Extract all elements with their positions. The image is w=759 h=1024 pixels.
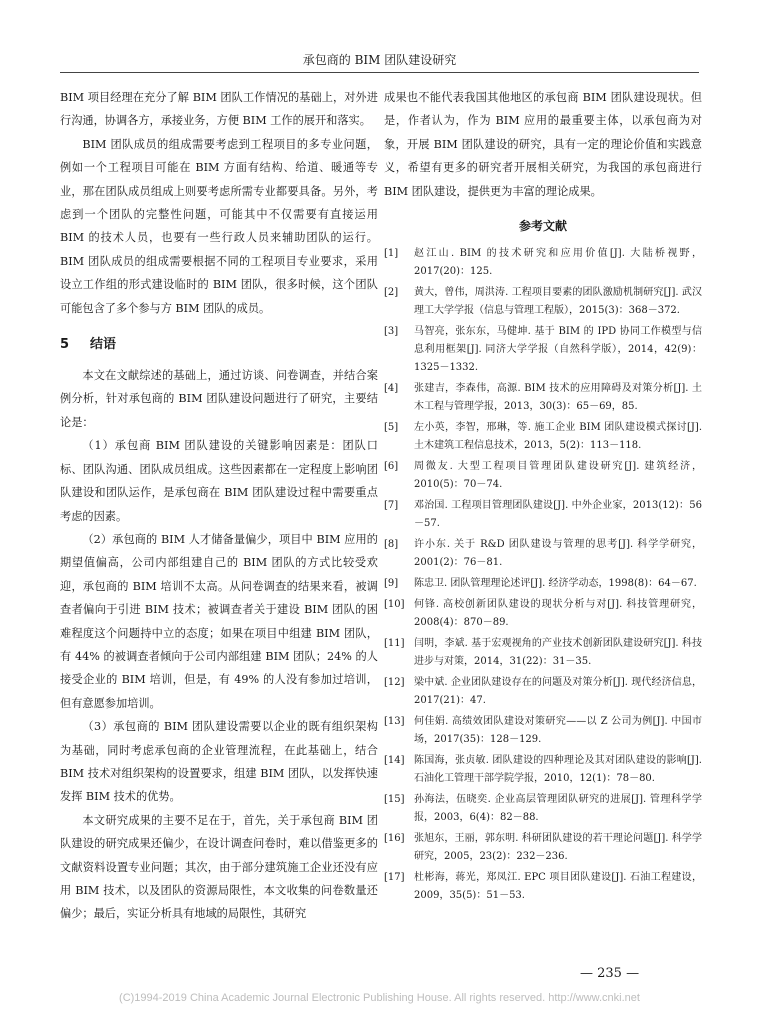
reference-text: 张建吉，李森伟，高源. BIM 技术的应用障碍及对策分析[J]. 土木工程与管理学报，2013，30(3)：65－69，85.	[414, 383, 702, 413]
paragraph: （2）承包商的 BIM 人才储备量偏少，项目中 BIM 应用的期望值偏高，公司内部组建自己的 BIM 团队的方式比较受欢迎，承包商的 BIM 培训不太高。从问卷调查的结果来看，被调查者偏向于引进 BIM 技术；被调查者关于建设 BIM 团队的困难程度这个问题持中立的态度；如果在项目中组建 BIM 团队，有 44% 的被调查者倾向于公司内部组建 BIM 团队；24% 的人接受企业的 BIM 培训，但是，有 49% 的人没有参加过培训，但有意愿参加培训。	[60, 532, 378, 710]
reference-item	[384, 752, 702, 788]
reference-text: 周微友. 大型工程项目管理团队建设研究[J]. 建筑经济，2010(5)：70－74.	[414, 461, 702, 491]
reference-number: [3]	[384, 326, 399, 338]
reference-item	[384, 713, 702, 749]
reference-text: 许小东. 关于 R&D 团队建设与管理的思考[J]. 科学学研究，2001(2)：76－81.	[414, 539, 702, 569]
reference-item	[384, 284, 702, 320]
reference-text: 陈忠卫. 团队管理理论述评[J]. 经济学动态，1998(8)：64－67.	[414, 578, 697, 590]
reference-number: [7]	[384, 500, 399, 512]
paragraph: 本文在文献综述的基础上，通过访谈、问卷调查，并结合案例分析，针对承包商的 BIM 团队建设问题进行了研究，主要结论是：	[60, 369, 378, 429]
reference-item	[384, 635, 702, 671]
reference-number: [11]	[384, 638, 405, 650]
reference-text: 赵江山. BIM 的技术研究和应用价值[J]. 大陆桥视野，2017(20)：125.	[414, 248, 702, 278]
reference-text: 何锋. 高校创新团队建设的现状分析与对[J]. 科技管理研究，2008(4)：870－89.	[414, 599, 702, 629]
reference-item	[384, 830, 702, 866]
reference-text: 黄大，曾伟，周洪涛. 工程项目要素的团队激励机制研究[J]. 武汉理工大学学报（信息与管理工程版），2015(3)：368－372.	[414, 287, 702, 317]
reference-item	[384, 323, 702, 377]
reference-text: 杜彬海，蒋光，郑凤江. EPC 项目团队建设[J]. 石油工程建设，2009，35(5)：51－53.	[414, 872, 702, 902]
reference-number: [8]	[384, 539, 399, 551]
reference-number: [2]	[384, 287, 399, 299]
reference-number: [12]	[384, 677, 405, 689]
section-title: 结语	[90, 337, 117, 353]
references-heading: 参考文献	[518, 219, 567, 234]
reference-text: 邓治国. 工程项目管理团队建设[J]. 中外企业家，2013(12)：56－57.	[414, 500, 702, 530]
reference-number: [13]	[384, 716, 405, 728]
right-column	[384, 86, 702, 908]
reference-text: 闫明，李斌. 基于宏观视角的产业技术创新团队建设研究[J]. 科技进步与对策，2014，31(22)：31－35.	[414, 638, 702, 668]
paragraph: 成果也不能代表我国其他地区的承包商 BIM 团队建设现状。但是，作者认为，作为 BIM 应用的最重要主体，以承包商为对象，开展 BIM 团队建设的研究，具有一定的理论价值和实践意义，希望有更多的研究者开展相关研究，为我国的承包商进行 BIM 团队建设，提供更为丰富的理论成果。	[384, 91, 702, 198]
reference-text: 孙海法，伍晓奕. 企业高层管理团队研究的进展[J]. 管理科学学报，2003，6(4)：82－88.	[414, 794, 702, 824]
reference-number: [4]	[384, 383, 399, 395]
reference-item	[384, 791, 702, 827]
reference-number: [15]	[384, 794, 405, 806]
reference-item	[384, 869, 702, 905]
reference-number: [16]	[384, 833, 405, 845]
reference-text: 梁中斌. 企业团队建设存在的问题及对策分析[J]. 现代经济信息，2017(21)：47.	[414, 677, 702, 707]
section-number: 5	[60, 337, 70, 353]
reference-number: [14]	[384, 755, 405, 767]
reference-item	[384, 245, 702, 281]
reference-text: 张旭东，王丽，郭东明. 科研团队建设的若干理论问题[J]. 科学学研究，2005，23(2)：232－236.	[414, 833, 702, 863]
reference-number: [17]	[384, 872, 405, 884]
reference-item	[384, 536, 702, 572]
reference-item	[384, 380, 702, 416]
reference-item	[384, 497, 702, 533]
reference-number: [6]	[384, 461, 399, 473]
reference-text: 陈国海，张贞敏. 团队建设的四种理论及其对团队建设的影响[J]. 石油化工管理干部学院学报，2010，12(1)：78－80.	[414, 755, 702, 785]
paragraph: BIM 项目经理在充分了解 BIM 团队工作情况的基础上，对外进行沟通，协调各方，承接业务，方便 BIM 工作的展开和落实。	[60, 91, 378, 128]
paragraph: BIM 团队成员的组成需要考虑到工程项目的多专业问题，例如一个工程项目可能在 BIM 方面有结构、给道、暖通等专业，那在团队成员组成上则要考虑所需专业都要具备。另外，考虑到一个团队的完整性问题，可能其中不仅需要有直接运用 BIM 的技术人员，也要有一些行政人员来辅助团队的运行。BIM 团队成员的组成需要根据不同的工程项目专业要求，采用设立工作组的形式建设临时的 BIM 团队，很多时候，这个团队可能包含了多个参与方 BIM 团队的成员。	[60, 137, 378, 315]
reference-number: [9]	[384, 578, 399, 590]
left-column	[60, 86, 378, 926]
page-number: — 235 —	[580, 966, 640, 981]
reference-text: 马智亮，张东东，马健坤. 基于 BIM 的 IPD 协同工作模型与信息利用框架[J]. 同济大学学报（自然科学版），2014，42(9)：1325－1332.	[414, 326, 702, 374]
running-header	[60, 50, 699, 73]
reference-item	[384, 458, 702, 494]
references-list	[384, 245, 702, 905]
section-heading	[60, 334, 378, 356]
reference-item	[384, 674, 702, 710]
copyright-footer: (C)1994-2019 China Academic Journal Electronic Publishing House. All rights reserved. http://www.cnki.net	[119, 992, 640, 1004]
reference-number: [5]	[384, 422, 399, 434]
reference-number: [10]	[384, 599, 405, 611]
paragraph: 本文研究成果的主要不足在于，首先，关于承包商 BIM 团队建设的研究成果还偏少，在设计调查问卷时，难以借鉴更多的文献资料设置专业问题；其次，由于部分建筑施工企业还没有应用 BIM 技术，以及团队的资源局限性，本文收集的问卷数量还偏少；最后，实证分析具有地域的局限性，其研究	[60, 813, 378, 921]
reference-number: [1]	[384, 248, 399, 260]
reference-item	[384, 419, 702, 455]
reference-text: 何佳娟. 高绩效团队建设对策研究——以 Z 公司为例[J]. 中国市场，2017(35)：128－129.	[414, 716, 702, 746]
reference-item	[384, 596, 702, 632]
paragraph: （3）承包商的 BIM 团队建设需要以企业的既有组织架构为基础，同时考虑承包商的企业管理流程，在此基础上，结合 BIM 技术对组织架构的设置要求，组建 BIM 团队，以发挥快速发挥 BIM 技术的优势。	[60, 720, 378, 804]
reference-text: 左小英，李智，邢琳，等. 施工企业 BIM 团队建设模式探讨[J]. 土木建筑工程信息技术，2013，5(2)：113－118.	[414, 422, 702, 452]
reference-item	[384, 575, 702, 593]
running-header-title: 承包商的 BIM 团队建设研究	[302, 53, 457, 67]
paragraph: （1）承包商 BIM 团队建设的关键影响因素是：团队口标、团队沟通、团队成员组成。这些因素都在一定程度上影响团队建设和团队运作，是承包商在 BIM 团队建设过程中需要重点考虑的因素。	[60, 439, 378, 523]
